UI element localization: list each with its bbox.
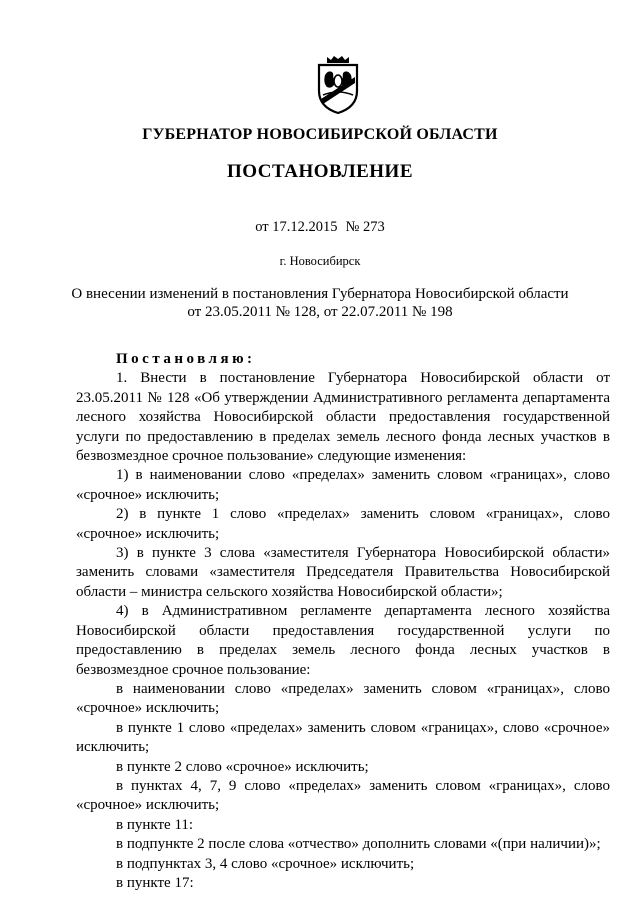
document-subject [0, 285, 640, 321]
city-line: г. Новосибирск [279, 254, 361, 268]
paragraph-9: в пунктах 4, 7, 9 слово «пределах» заменить словом «границах», слово «срочное» исключить; [76, 777, 610, 814]
document-type: ПОСТАНОВЛЕНИЕ [226, 161, 414, 182]
resolve-heading: Постановляю: [116, 351, 256, 367]
paragraph-10: в пункте 11: [116, 816, 194, 833]
date-number-line [0, 219, 640, 236]
paragraph-12: в подпунктах 3, 4 слово «срочное» исключить; [116, 855, 415, 872]
paragraph-3: 2) в пункте 1 слово «пределах» заменить словом «границах», слово «срочное» исключить; [76, 506, 610, 542]
coat-of-arms-icon [313, 55, 363, 115]
paragraph-6: в наименовании слово «пределах» заменить словом «границах», слово «срочное» исключить; [76, 680, 610, 717]
paragraph-13: в пункте 17: [116, 874, 194, 891]
paragraph-8: в пункте 2 слово «срочное» исключить; [116, 758, 369, 775]
subject-line-1: О внесении изменений в постановления Губернатора Новосибирской области [71, 286, 569, 302]
paragraph-5: 4) в Административном регламенте департамента лесного хозяйства Новосибирской области предоставления государственной услуги по предоставлению в пределах земель лесного фонда лесных участков в безвозмездное срочное пользование: [76, 603, 610, 678]
issuing-authority: ГУБЕРНАТОР НОВОСИБИРСКОЙ ОБЛАСТИ [142, 126, 498, 143]
paragraph-7: в пункте 1 слово «пределах» заменить словом «границах», слово «срочное» исключить; [76, 719, 610, 756]
paragraph-2: 1) в наименовании слово «пределах» заменить словом «границах», слово «срочное» исключить; [76, 467, 610, 503]
paragraph-4: 3) в пункте 3 слова «заместителя Губернатора Новосибирской области» заменить словами «заместителя Председателя Правительства Новосибирской области – министра сельского хозяйства Новосибирской области»; [76, 545, 610, 600]
document-date: от 17.12.2015 [255, 219, 338, 235]
document-number: № 273 [345, 219, 385, 235]
document-body [76, 350, 610, 893]
paragraph-11: в подпункте 2 после слова «отчество» дополнить словами «(при наличии)»; [116, 836, 601, 853]
paragraph-1: 1. Внести в постановление Губернатора Новосибирской области от 23.05.2011 № 128 «Об утверждении Административного регламента департамента лесного хозяйства Новосибирской области предоставления государственной услуги по предоставлению в пределах земель лесного фонда лесных участков в безвозмездное срочное пользование» следующие изменения: [76, 370, 610, 465]
subject-line-2: от 23.05.2011 № 128, от 22.07.2011 № 198 [187, 304, 453, 320]
